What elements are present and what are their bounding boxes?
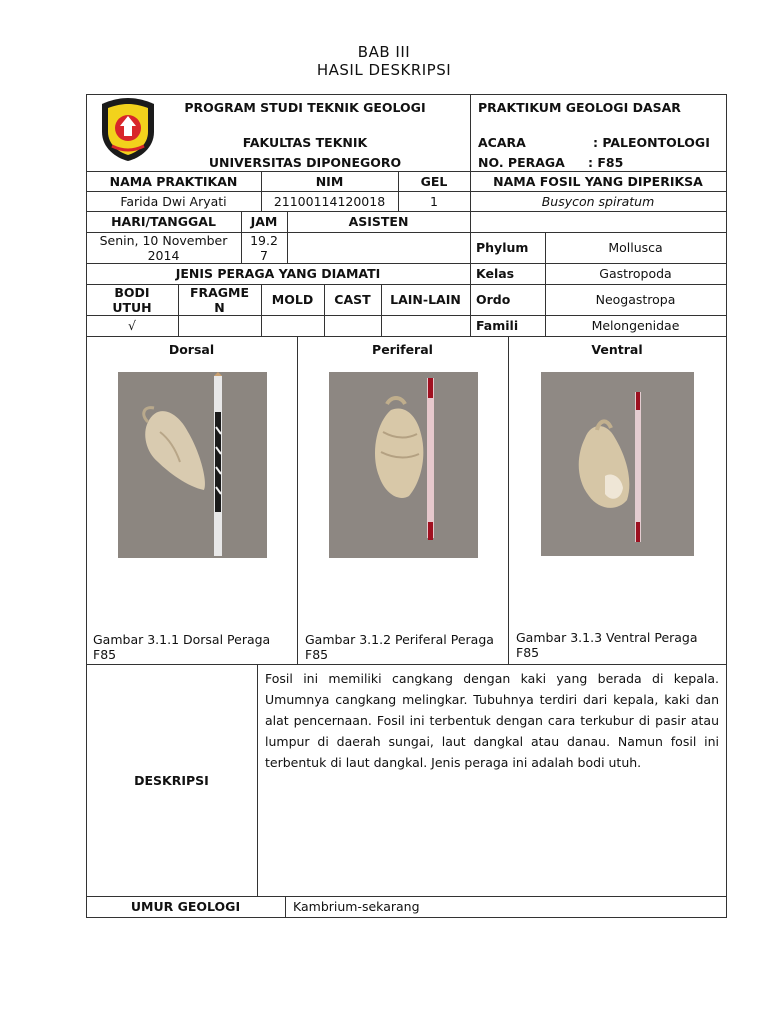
nama-fosil-label: NAMA FOSIL YANG DIPERIKSA — [493, 173, 703, 189]
caption-ventral-line2: F85 — [516, 645, 540, 660]
lain-lain-header: LAIN-LAIN — [390, 292, 461, 307]
course-name: PRAKTIKUM GEOLOGI DASAR — [478, 99, 681, 115]
deskripsi-text: Fosil ini memiliki cangkang dengan kaki yang berada di kepala. Umumnya cangkang melingkar. Tubuhnya terdiri dari kepala, kaki dan alat pencernaan. Fosil ini terbentuk dengan cara terkubur di pasir atau lumpur di daerah sungai, laut dangkal atau danau. Namun fosil ini terbentuk di laut dangkal. Jenis peraga ini adalah bodi utuh. — [265, 671, 719, 770]
nama-praktikan-label: NAMA PRAKTIKAN — [109, 173, 238, 189]
view-title-dorsal: Dorsal — [168, 341, 215, 357]
view-title-periferal: Periferal — [372, 341, 433, 357]
periferal-photo — [329, 372, 478, 558]
famili-value: Melongenidae — [591, 318, 680, 333]
fragmen-header — [178, 284, 261, 315]
ventral-photo — [541, 372, 694, 556]
caption-dorsal-line2: F85 — [93, 647, 117, 662]
hari-value-line2: 2014 — [147, 247, 180, 263]
program-name: PROGRAM STUDI TEKNIK GEOLOGI — [184, 99, 426, 115]
caption-dorsal — [93, 632, 293, 662]
bodi-utuh-check: √ — [128, 318, 136, 333]
chapter-title: BAB III — [357, 43, 411, 61]
gel-label: GEL — [420, 173, 448, 189]
caption-ventral-line1: Gambar 3.1.3 Ventral Peraga — [516, 630, 698, 645]
fragmen-line2: N — [214, 299, 225, 315]
mold-header: MOLD — [271, 292, 314, 307]
page-heading: HASIL DESKRIPSI — [316, 61, 452, 79]
nama-fosil-value: Busycon spiratum — [541, 193, 655, 209]
jam-value-line2: 7 — [260, 247, 268, 263]
bodi-utuh-line2: UTUH — [112, 299, 152, 315]
nama-praktikan-value: Farida Dwi Aryati — [120, 193, 227, 209]
caption-periferal-line2: F85 — [305, 647, 329, 662]
acara-value: : PALEONTOLOGI — [593, 134, 710, 150]
famili-label: Famili — [476, 318, 519, 333]
university-name: UNIVERSITAS DIPONEGORO — [208, 154, 402, 170]
bodi-utuh-line1: BODI — [114, 284, 150, 300]
fragmen-line1: FRAGME — [189, 284, 250, 300]
bodi-utuh-header — [86, 284, 178, 315]
umur-geologi-label: UMUR GEOLOGI — [130, 899, 241, 914]
asisten-label: ASISTEN — [348, 214, 409, 229]
phylum-label: Phylum — [476, 240, 529, 255]
peraga-label: NO. PERAGA — [478, 154, 565, 170]
ordo-label: Ordo — [476, 292, 511, 307]
hari-value — [86, 232, 241, 263]
umur-geologi-value: Kambrium-sekarang — [293, 899, 420, 914]
jam-value-line1: 19.2 — [250, 232, 278, 248]
ordo-value: Neogastropa — [595, 292, 676, 307]
cast-header: CAST — [334, 292, 371, 307]
nim-value: 21100114120018 — [273, 193, 386, 209]
hari-label: HARI/TANGGAL — [111, 214, 216, 229]
kelas-label: Kelas — [476, 266, 515, 281]
dorsal-photo — [118, 372, 267, 558]
caption-ventral — [516, 630, 721, 660]
phylum-value: Mollusca — [608, 240, 663, 255]
view-title-ventral: Ventral — [591, 341, 643, 357]
faculty-name: FAKULTAS TEKNIK — [242, 134, 368, 150]
caption-periferal-line1: Gambar 3.1.2 Periferal Peraga — [305, 632, 494, 647]
gel-value: 1 — [430, 193, 438, 209]
jam-value — [241, 232, 287, 263]
peraga-value: : F85 — [588, 154, 624, 170]
nim-label: NIM — [315, 173, 344, 189]
kelas-value: Gastropoda — [599, 266, 672, 281]
deskripsi-label: DESKRIPSI — [134, 772, 209, 788]
jenis-peraga-title: JENIS PERAGA YANG DIAMATI — [175, 266, 381, 281]
university-logo — [98, 96, 158, 162]
caption-dorsal-line1: Gambar 3.1.1 Dorsal Peraga — [93, 632, 271, 647]
jam-label: JAM — [250, 214, 278, 229]
acara-label: ACARA — [478, 134, 526, 150]
caption-periferal — [305, 632, 505, 662]
hari-value-line1: Senin, 10 November — [99, 232, 228, 248]
